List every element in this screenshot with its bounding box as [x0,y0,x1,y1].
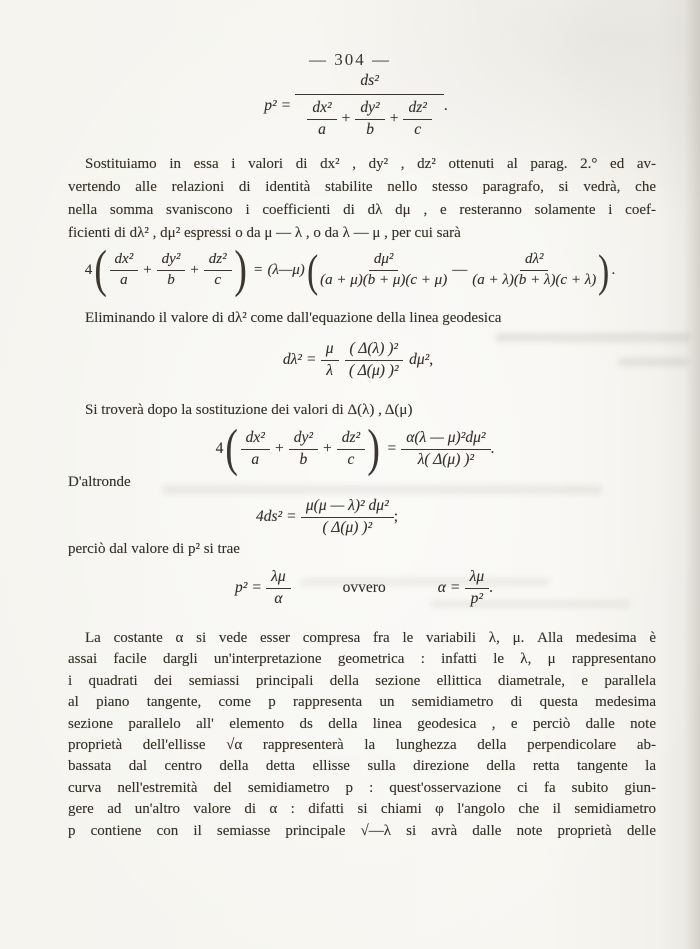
lead-line-eliminando: Eliminando il valore di dλ² come dall'equazione della linea geodesica [85,310,502,326]
variable-p2: p² [235,579,248,596]
paragraph-line: nella somma svaniscono i coefficienti di dλ dμ , e resteranno solamente i coef- [68,202,656,218]
paragraph-line: assai facile dargli un'interpretazione geometrica : infatti le λ, μ rappresentano [68,651,656,668]
formula-geodesic-line-equation [16,340,700,380]
equals-sign: = [450,579,460,596]
variable-dmu2: dμ² [409,351,430,368]
equals-sign: = [306,351,316,368]
paragraph-line: gere ad un'altro valore di α : difatti si chiami φ l'angolo che il semidiametro [68,801,656,818]
fraction-delta-ratio: $\frac{\text{( Δ(λ) )²}}{\text{( Δ(μ) )²}}$ [345,340,404,380]
formula-p2-alpha-relation [28,568,700,608]
fraction-dmu2: $\frac{\text{dμ²}}{(a + \mu)(b + \mu)(c + \mu)}$ [320,251,448,289]
paragraph-line: al piano tangente, come p rappresenta un semidiametro di questa medesima [68,694,656,711]
lead-line-daltronde: D'altronde [68,474,131,490]
page-edge-shadow [684,0,700,949]
variable-dlambda2: dλ² [282,351,302,368]
equation-p2-equals [235,568,291,608]
formula-4ds2 [0,497,700,537]
fraction-alpha-term: $\frac{\text{α(λ — μ)²dμ²}}{\text{λ( Δ(μ) )²}}$ [401,429,490,469]
fraction-lambdamu-over-p2: $\frac{\lambda\mu}{\text{p²}}$ [465,568,490,608]
right-paren: ) [234,241,247,298]
fraction-dlambda2: $\frac{\text{dλ²}}{(a + \lambda)(b + \lambda)(c + \lambda)}$ [472,251,597,289]
plus-sign: + [143,261,152,278]
formula-p-squared-definition [12,72,700,139]
equals-sign: = [387,440,397,458]
term-dx2-over-a: $\frac{\text{dx²}}{a}$ [241,429,270,469]
fraction-mu-term: $\frac{\text{μ(μ — λ)² dμ²}}{\text{( Δ(μ) )²}}$ [301,497,394,537]
plus-sign: + [389,110,399,127]
paragraph-line: proprietà dell'ellisse √α rappresenterà la lunghezza della perpendicolare ab- [68,737,656,754]
paragraph-line: Sostituiamo in essa i valori di dx² , dy² , dz² ottenuti al parag. 2.° ed av- [85,156,656,172]
paragraph-line: sezione parallelo all' elemento ds della linea geodesica , e perciò dalle note [68,715,656,732]
fraction-mu-over-lambda: $\frac{\mu}{\lambda}$ [321,340,339,380]
coefficient-4: 4 [215,440,224,458]
plus-sign: + [322,440,332,458]
word-ovvero: ovvero [342,579,386,596]
comma: , [429,351,434,368]
equation-alpha-equals [438,568,489,608]
period: . [489,579,493,596]
equals-sign: = [281,96,291,114]
plus-sign: + [274,440,284,458]
term-dx2-over-a: $\frac{\text{dx²}}{a}$ [307,99,336,139]
fraction-lambdamu-over-alpha: $\frac{\lambda\mu}{\alpha}$ [266,568,291,608]
semicolon: ; [393,508,399,525]
lead-line-percio: perciò dal valore di p² si trae [68,541,240,557]
fraction-numerator: ds² [360,72,379,89]
formula-after-substitution [10,420,700,477]
term-dy2-over-b: $\frac{\text{dy²}}{b}$ [157,251,186,289]
paragraph-line: vertendo alle relazioni di identità stabilite nello stesso paragrafo, si vedrà, che [68,179,656,195]
lead-line-sitrovera: Si troverà dopo la sostituzione dei valori di Δ(λ) , Δ(μ) [85,402,413,418]
paragraph-la-costante [68,628,656,842]
page-number: — 304 — [309,50,391,69]
paragraph-line: ficienti di dλ² , dμ² espressi o da μ — λ , o da λ — μ , per cui sarà [68,225,461,241]
paragraph-line: i quadrati dei semiassi principali della sezione ellittica diametrale, e parallela [68,672,656,689]
variable-alpha: α [437,579,446,596]
plus-sign: + [190,261,199,278]
term-dy2-over-b: $\frac{\text{dy²}}{b}$ [289,429,318,469]
term-dy2-over-b: $\frac{\text{dy²}}{b}$ [355,99,384,139]
term-dx2-over-a: $\frac{\text{dx²}}{a}$ [110,251,139,289]
formula-sum-equals-lambda-mu [0,241,700,298]
paragraph-line: La costante α si vede esser compresa fra le variabili λ, μ. Alla medesima è [85,630,656,646]
equals-sign: = [253,261,263,278]
plus-sign: + [341,110,351,127]
variable-p-squared: p² [264,96,277,114]
period: . [611,261,616,278]
left-paren: ( [225,420,239,477]
fraction-denominator [295,94,444,139]
term-dz2-over-c: $\frac{\text{dz²}}{c}$ [204,251,232,289]
left-paren: ( [306,244,318,296]
factor-lambda-minus-mu: (λ—μ) [267,261,305,278]
right-paren: ) [598,244,610,296]
equals-sign: = [287,508,296,525]
paragraph-line: curva nell'estremità del semidiametro p : quest'osservazione ci fa subito giun- [68,779,656,796]
right-paren: ) [367,420,381,477]
paragraph-line: p contiene con il semiasse principale √—λ si avrà dalle note proprietà delle [68,822,656,839]
period: . [490,440,495,458]
term-dz2-over-c: $\frac{\text{dz²}}{c}$ [403,99,431,139]
paragraph-line: bassata dal centro della detta ellisse sulla direzione della retta tangente la [68,758,656,775]
term-dz2-over-c: $\frac{\text{dz²}}{c}$ [337,429,365,469]
equals-sign: = [252,579,262,596]
variable-4ds2: 4ds² [255,508,283,525]
left-paren: ( [94,241,108,298]
coefficient-4: 4 [84,261,93,278]
main-fraction [295,72,444,139]
minus-sign: — [452,261,468,278]
paragraph-sostituiamo [68,153,656,245]
period: . [443,96,448,114]
